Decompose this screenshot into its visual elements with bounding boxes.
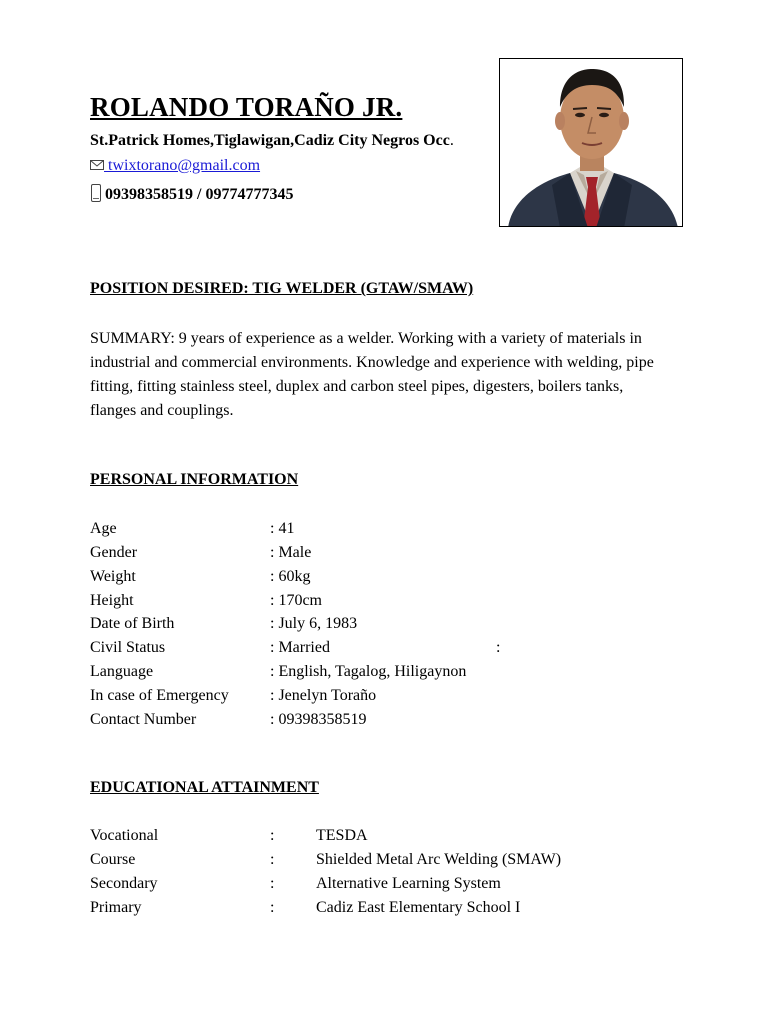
row-value: : 09398358519 — [270, 711, 367, 728]
phone-line — [90, 184, 293, 204]
row-value: : July 6, 1983 — [270, 615, 358, 632]
educational-attainment-heading: EDUCATIONAL ATTAINMENT — [90, 779, 319, 796]
row-label: Date of Birth — [90, 615, 175, 632]
row-value: : 170cm — [270, 592, 322, 609]
phone-numbers: 09398358519 / 09774777345 — [105, 186, 294, 203]
row-label: Secondary — [90, 875, 158, 892]
row-colon: : — [270, 827, 275, 844]
row-value: Shielded Metal Arc Welding (SMAW) — [316, 851, 562, 868]
row-value: : English, Tagalog, Hiligaynon — [270, 663, 467, 680]
mobile-phone-icon — [90, 184, 102, 202]
applicant-name: ROLANDO TORAÑO JR. — [90, 92, 403, 122]
address-line — [90, 132, 454, 150]
row-label: Primary — [90, 899, 142, 916]
summary-paragraph: SUMMARY: 9 years of experience as a welder. Working with a variety of materials in industrial and commercial environments. Knowledge and experience with welding, pipe fitting, fitting stainless steel, duplex and carbon steel pipes, digesters, boilers tanks, flanges and couplings. — [90, 330, 654, 419]
row-label: Weight — [90, 568, 136, 585]
row-colon: : — [270, 899, 275, 916]
address-suffix: . — [449, 132, 454, 149]
row-label: Vocational — [90, 827, 159, 844]
row-label: Language — [90, 663, 154, 680]
row-value: TESDA — [316, 827, 368, 844]
personal-information-heading: PERSONAL INFORMATION — [90, 471, 299, 488]
email-link[interactable]: twixtorano@gmail.com — [104, 157, 261, 174]
row-value: : Jenelyn Toraño — [270, 687, 377, 704]
row-colon: : — [270, 851, 275, 868]
row-label: Civil Status — [90, 639, 166, 656]
row-value: Alternative Learning System — [316, 875, 501, 892]
row-value: : 60kg — [270, 568, 311, 585]
row-colon: : — [270, 875, 275, 892]
position-desired-heading: POSITION DESIRED: TIG WELDER (GTAW/SMAW) — [90, 280, 474, 297]
email-line — [90, 157, 260, 175]
row-value: : Married — [270, 639, 330, 656]
row-label: Height — [90, 592, 134, 609]
row-label: Gender — [90, 544, 138, 561]
row-label: Course — [90, 851, 136, 868]
address-text: St.Patrick Homes,Tiglawigan,Cadiz City Negros Occ — [90, 132, 450, 149]
row-label: Contact Number — [90, 711, 197, 728]
row-value: Cadiz East Elementary School I — [316, 899, 521, 916]
row-value: : 41 — [270, 520, 295, 537]
stray-colon: : — [496, 639, 501, 656]
applicant-photo — [499, 58, 683, 227]
row-label: In case of Emergency — [90, 687, 229, 704]
row-value: : Male — [270, 544, 312, 561]
envelope-icon — [90, 158, 104, 170]
row-label: Age — [90, 520, 117, 537]
